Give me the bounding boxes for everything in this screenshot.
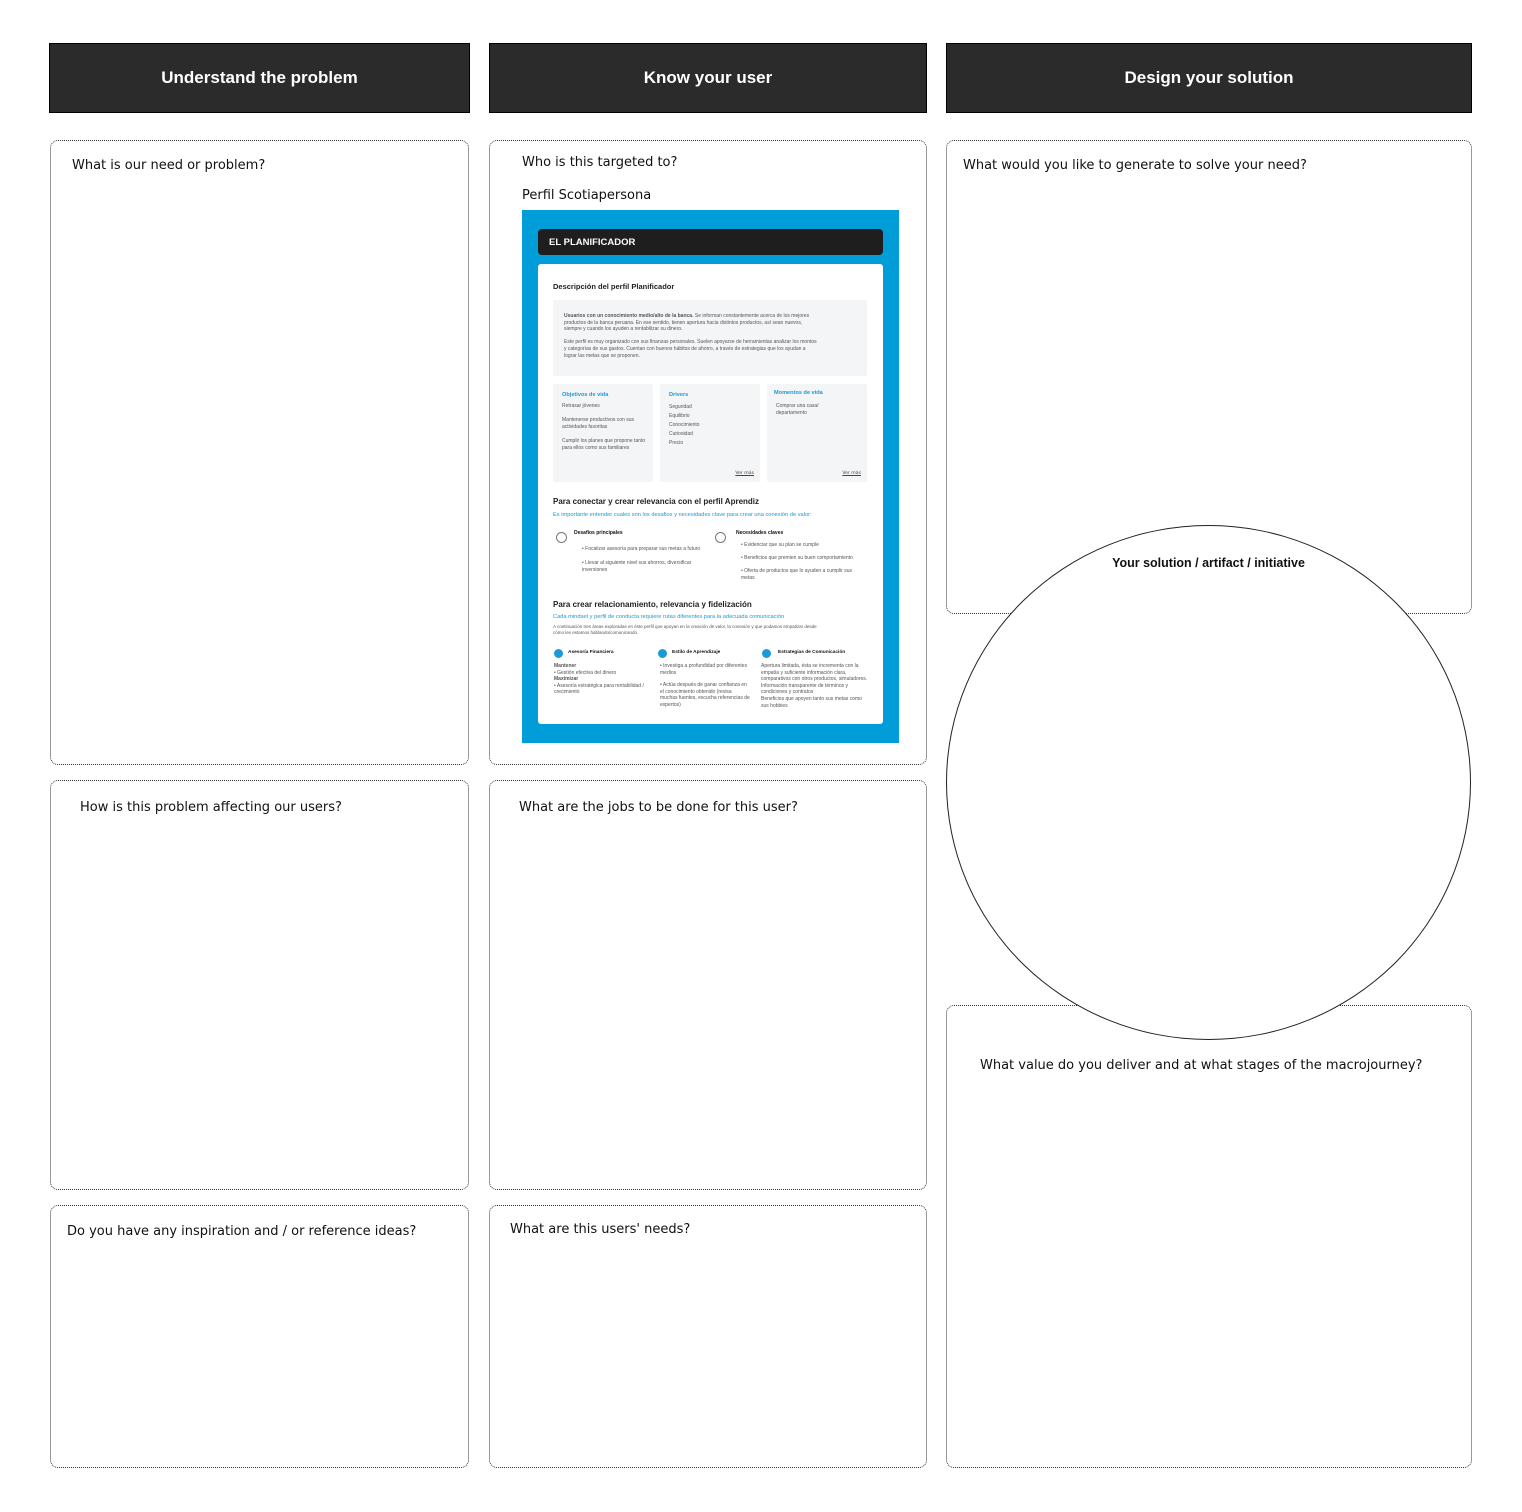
inspiration-box[interactable] <box>50 1205 469 1468</box>
persona-desc-heading: Descripción del perfil Planificador <box>553 282 675 291</box>
need-problem-box[interactable] <box>50 140 469 765</box>
need-problem-question: What is our need or problem? <box>72 158 266 173</box>
solution-circle-label: Your solution / artifact / initiative <box>1112 556 1305 570</box>
value-question: What value do you deliver and at what stages of the macrojourney? <box>980 1058 1423 1073</box>
learning-1: • Investiga a profundidad por diferentes medios <box>660 663 748 676</box>
advisory-list: Mantener • Gestión efectiva del dinero Maximizar • Asesoría estratégica para rentabilidad / crecimiento <box>554 663 644 696</box>
user-needs-box[interactable] <box>489 1205 927 1468</box>
connect-heading: Para conectar y crear relevancia con el perfil Aprendiz <box>553 497 760 506</box>
generate-question: What would you like to generate to solve your need? <box>963 158 1307 173</box>
communication-title: Estrategias de Comunicación <box>778 650 846 655</box>
challenges-icon <box>556 532 567 543</box>
need-1: • Evidenciar que su plan se cumple <box>741 542 819 548</box>
moments-card <box>767 384 867 482</box>
persona-title: EL PLANIFICADOR <box>538 229 883 255</box>
header-know-user: Know your user <box>489 43 927 113</box>
learning-2: • Actúa después de ganar confianza en el conocimiento obtenido (revisa muchas fuentes, escucha referencias de expertos) <box>660 682 750 708</box>
desc-p1c: siempre y cuando los ayuden a rentabilizar su dinero. <box>564 326 683 333</box>
inspiration-question: Do you have any inspiration and / or reference ideas? <box>67 1224 417 1239</box>
persona-card <box>522 210 899 743</box>
connect-subtitle: Es importante entender cuales son los desafios y necesidades clave para crear una conexión de valor: <box>553 512 812 518</box>
objective-2: Mantenerse productivos con sus actividades favoritas <box>562 417 634 430</box>
challenge-1: • Focalizar asesoría para preparar sus metas a futuro <box>582 546 701 552</box>
needs-title: Necesidades claves <box>736 530 784 536</box>
jobs-question: What are the jobs to be done for this user? <box>519 800 798 815</box>
desc-p2b: y categorías de sus gastos. Cuentan con buenos hábitos de ahorro, a través de estrategias que los ayudan a <box>564 345 806 352</box>
communication-icon <box>762 649 771 658</box>
moments-title: Momentos de vida <box>774 390 823 396</box>
challenges-title: Desafíos principales <box>574 530 623 536</box>
relationship-desc: A continuación tres áreas exploradas en éste perfil que apoyan en la creación de valor, la conexión y que podamos empatizar desde cómo les estamos hablando/comunicando. <box>553 624 817 635</box>
moment-1: Comprar una casa/ departamento <box>776 403 819 416</box>
desc-p1b: productos de la banca peruana. En ese sentido, tienen apertura hacia distintos productos, así sean nuevos, <box>564 319 803 326</box>
user-needs-question: What are this users' needs? <box>510 1222 691 1237</box>
desc-p1: Se informan constantemente acerca de los mejores <box>694 313 810 319</box>
learning-title: Estilo de Aprendizaje <box>672 650 721 655</box>
profile-label: Perfil Scotiapersona <box>522 188 652 203</box>
needs-icon <box>715 532 726 543</box>
objective-3: Cumplir los planes que propone tanto para ellos como sus familiares <box>562 438 646 451</box>
drivers-card <box>660 384 760 482</box>
drivers-ver-mas-link[interactable]: Ver más <box>735 471 754 476</box>
drivers-title: Drivers <box>669 392 689 398</box>
solution-circle[interactable] <box>946 525 1471 1040</box>
need-2: • Beneficios que premien su buen comportamiento <box>741 555 853 561</box>
learning-icon <box>658 649 667 658</box>
header-understand-problem: Understand the problem <box>49 43 470 113</box>
persona-body <box>538 264 883 724</box>
jobs-box[interactable] <box>489 780 927 1190</box>
value-box[interactable] <box>946 1005 1472 1468</box>
challenge-2: • Llevar al siguiente nivel sus ahorros, diversificar inversiones <box>582 560 692 573</box>
advisory-icon <box>554 649 563 658</box>
desc-p2c: lograr las metas que se proponen. <box>564 352 640 359</box>
need-3: • Oferta de productos que lo ayuden a cumplir sus metas <box>741 568 852 581</box>
persona-desc-box <box>553 300 867 376</box>
header-design-solution: Design your solution <box>946 43 1472 113</box>
communication-list: Apertura limitada, ésta se incrementa con la empatía y suficiente información clara, comparativos con otros productos, simuladores. Información transparente de términos y condiciones y contratos Beneficios que apoyen tanto sus metas como sus hobbies <box>761 663 868 709</box>
affecting-users-question: How is this problem affecting our users? <box>80 800 342 815</box>
advisory-title: Asesoría Financiera <box>568 650 614 655</box>
objective-1: Retrasar jóvenes <box>562 403 600 409</box>
drivers-list: Seguridad Equilibrio Conocimiento Curiosidad Precio <box>669 404 700 446</box>
desc-bold: Usuarios con un conocimiento medio/alto de la banca. <box>564 313 694 319</box>
targeted-question: Who is this targeted to? <box>522 155 678 170</box>
moments-ver-mas-link[interactable]: Ver más <box>842 471 861 476</box>
objectives-card <box>553 384 653 482</box>
desc-p2: Este perfil es muy organizado con sus finanzas personales. Suelen apoyarse de herramientas analizar los montos <box>564 339 817 346</box>
relationship-subtitle: Cada mindset y perfil de conducta requiere rutas diferentes para la adecuada comunicación <box>553 614 785 620</box>
objectives-title: Objetivos de vida <box>562 392 609 398</box>
affecting-users-box[interactable] <box>50 780 469 1190</box>
relationship-heading: Para crear relacionamiento, relevancia y fidelización <box>553 600 752 609</box>
